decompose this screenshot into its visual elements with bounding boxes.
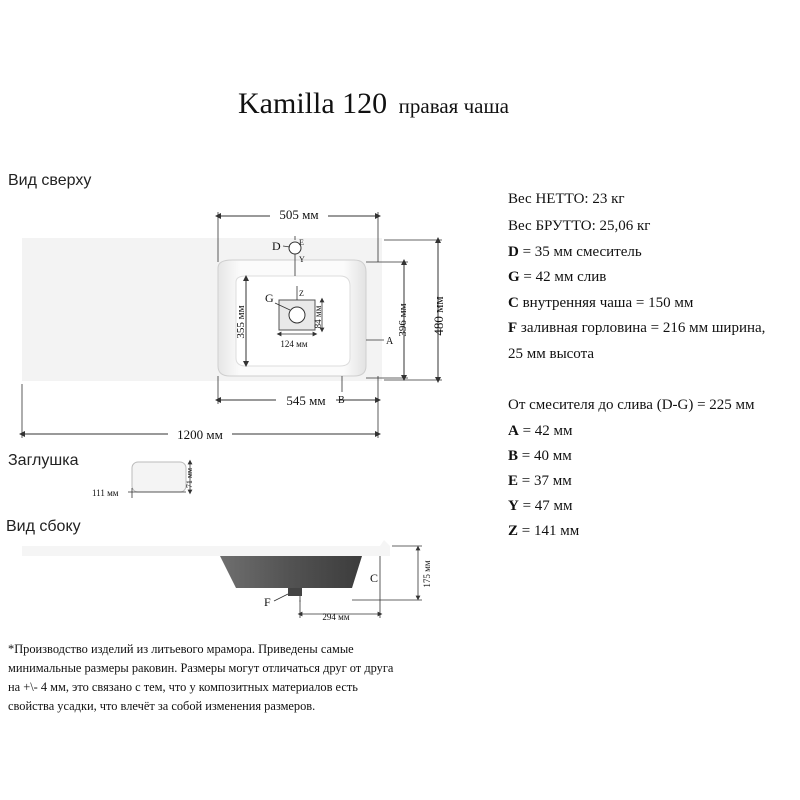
spec-line: C внутренняя чаша = 150 мм — [508, 295, 694, 311]
plug-label: Заглушка — [8, 452, 79, 469]
distance-line: Z = 141 мм — [508, 523, 580, 539]
spec-line: 25 мм высота — [508, 346, 595, 362]
drain-hole — [289, 307, 305, 323]
footnote-line: на +\- 4 мм, это связано с тем, что у композитных материалов есть — [8, 680, 358, 694]
dim-71: 71 мм — [185, 467, 194, 489]
footnote-line: *Производство изделий из литьевого мрамора. Приведены самые — [8, 642, 354, 656]
marker-E: E — [299, 238, 304, 247]
plug-shape — [132, 462, 186, 492]
dim-355: 355 мм — [235, 305, 247, 339]
distance-line: Y = 47 мм — [508, 498, 573, 514]
distance-line: B = 40 мм — [508, 448, 572, 464]
marker-Z: Z — [299, 289, 304, 298]
title-sub: правая чаша — [398, 94, 509, 118]
marker-A: A — [386, 336, 394, 347]
distance-line: A = 42 мм — [508, 423, 573, 439]
dim-396: 396 мм — [397, 303, 409, 337]
dim-545: 545 мм — [286, 393, 326, 408]
distance-line: E = 37 мм — [508, 473, 572, 489]
dim-505: 505 мм — [279, 207, 319, 222]
top-view-label: Вид сверху — [8, 172, 92, 189]
top-view-drawing — [22, 206, 446, 442]
marker-F: F — [264, 595, 271, 609]
footnote — [8, 640, 448, 716]
plug-drawing — [92, 462, 194, 498]
marker-B: B — [338, 395, 345, 406]
marker-D: D — [272, 239, 281, 253]
spec-line: F заливная горловина = 216 мм ширина, — [508, 320, 766, 336]
footnote-line: свойства усадки, что влечёт за собой изменения размеров. — [8, 699, 316, 713]
dim-480: 480 мм — [431, 296, 446, 336]
title-main: Kamilla 120 — [238, 87, 388, 120]
dim-175: 175 мм — [422, 560, 432, 588]
dim-1200: 1200 мм — [177, 427, 223, 442]
dim-294: 294 мм — [322, 612, 350, 622]
spec-line: G = 42 мм слив — [508, 269, 607, 285]
spec-line: Вес НЕТТО: 23 кг — [508, 191, 625, 207]
distance-line: От смесителя до слива (D-G) = 225 мм — [508, 397, 755, 413]
spec-line: D = 35 мм смеситель — [508, 244, 642, 260]
side-view-drawing — [22, 540, 432, 622]
marker-Y: Y — [299, 255, 305, 264]
marker-G: G — [265, 291, 274, 305]
spec-line: Вес БРУТТО: 25,06 кг — [508, 218, 651, 234]
side-bowl — [220, 556, 362, 588]
marker-C: C — [370, 571, 379, 585]
dim-124: 124 мм — [280, 339, 308, 349]
dim-84: 84 мм — [313, 305, 323, 329]
footnote-line: минимальные размеры раковин. Размеры могут отличаться друг от друга — [8, 661, 394, 675]
side-view-label: Вид сбоку — [6, 518, 81, 535]
dim-111: 111 мм — [92, 488, 119, 498]
side-countertop — [22, 540, 390, 556]
